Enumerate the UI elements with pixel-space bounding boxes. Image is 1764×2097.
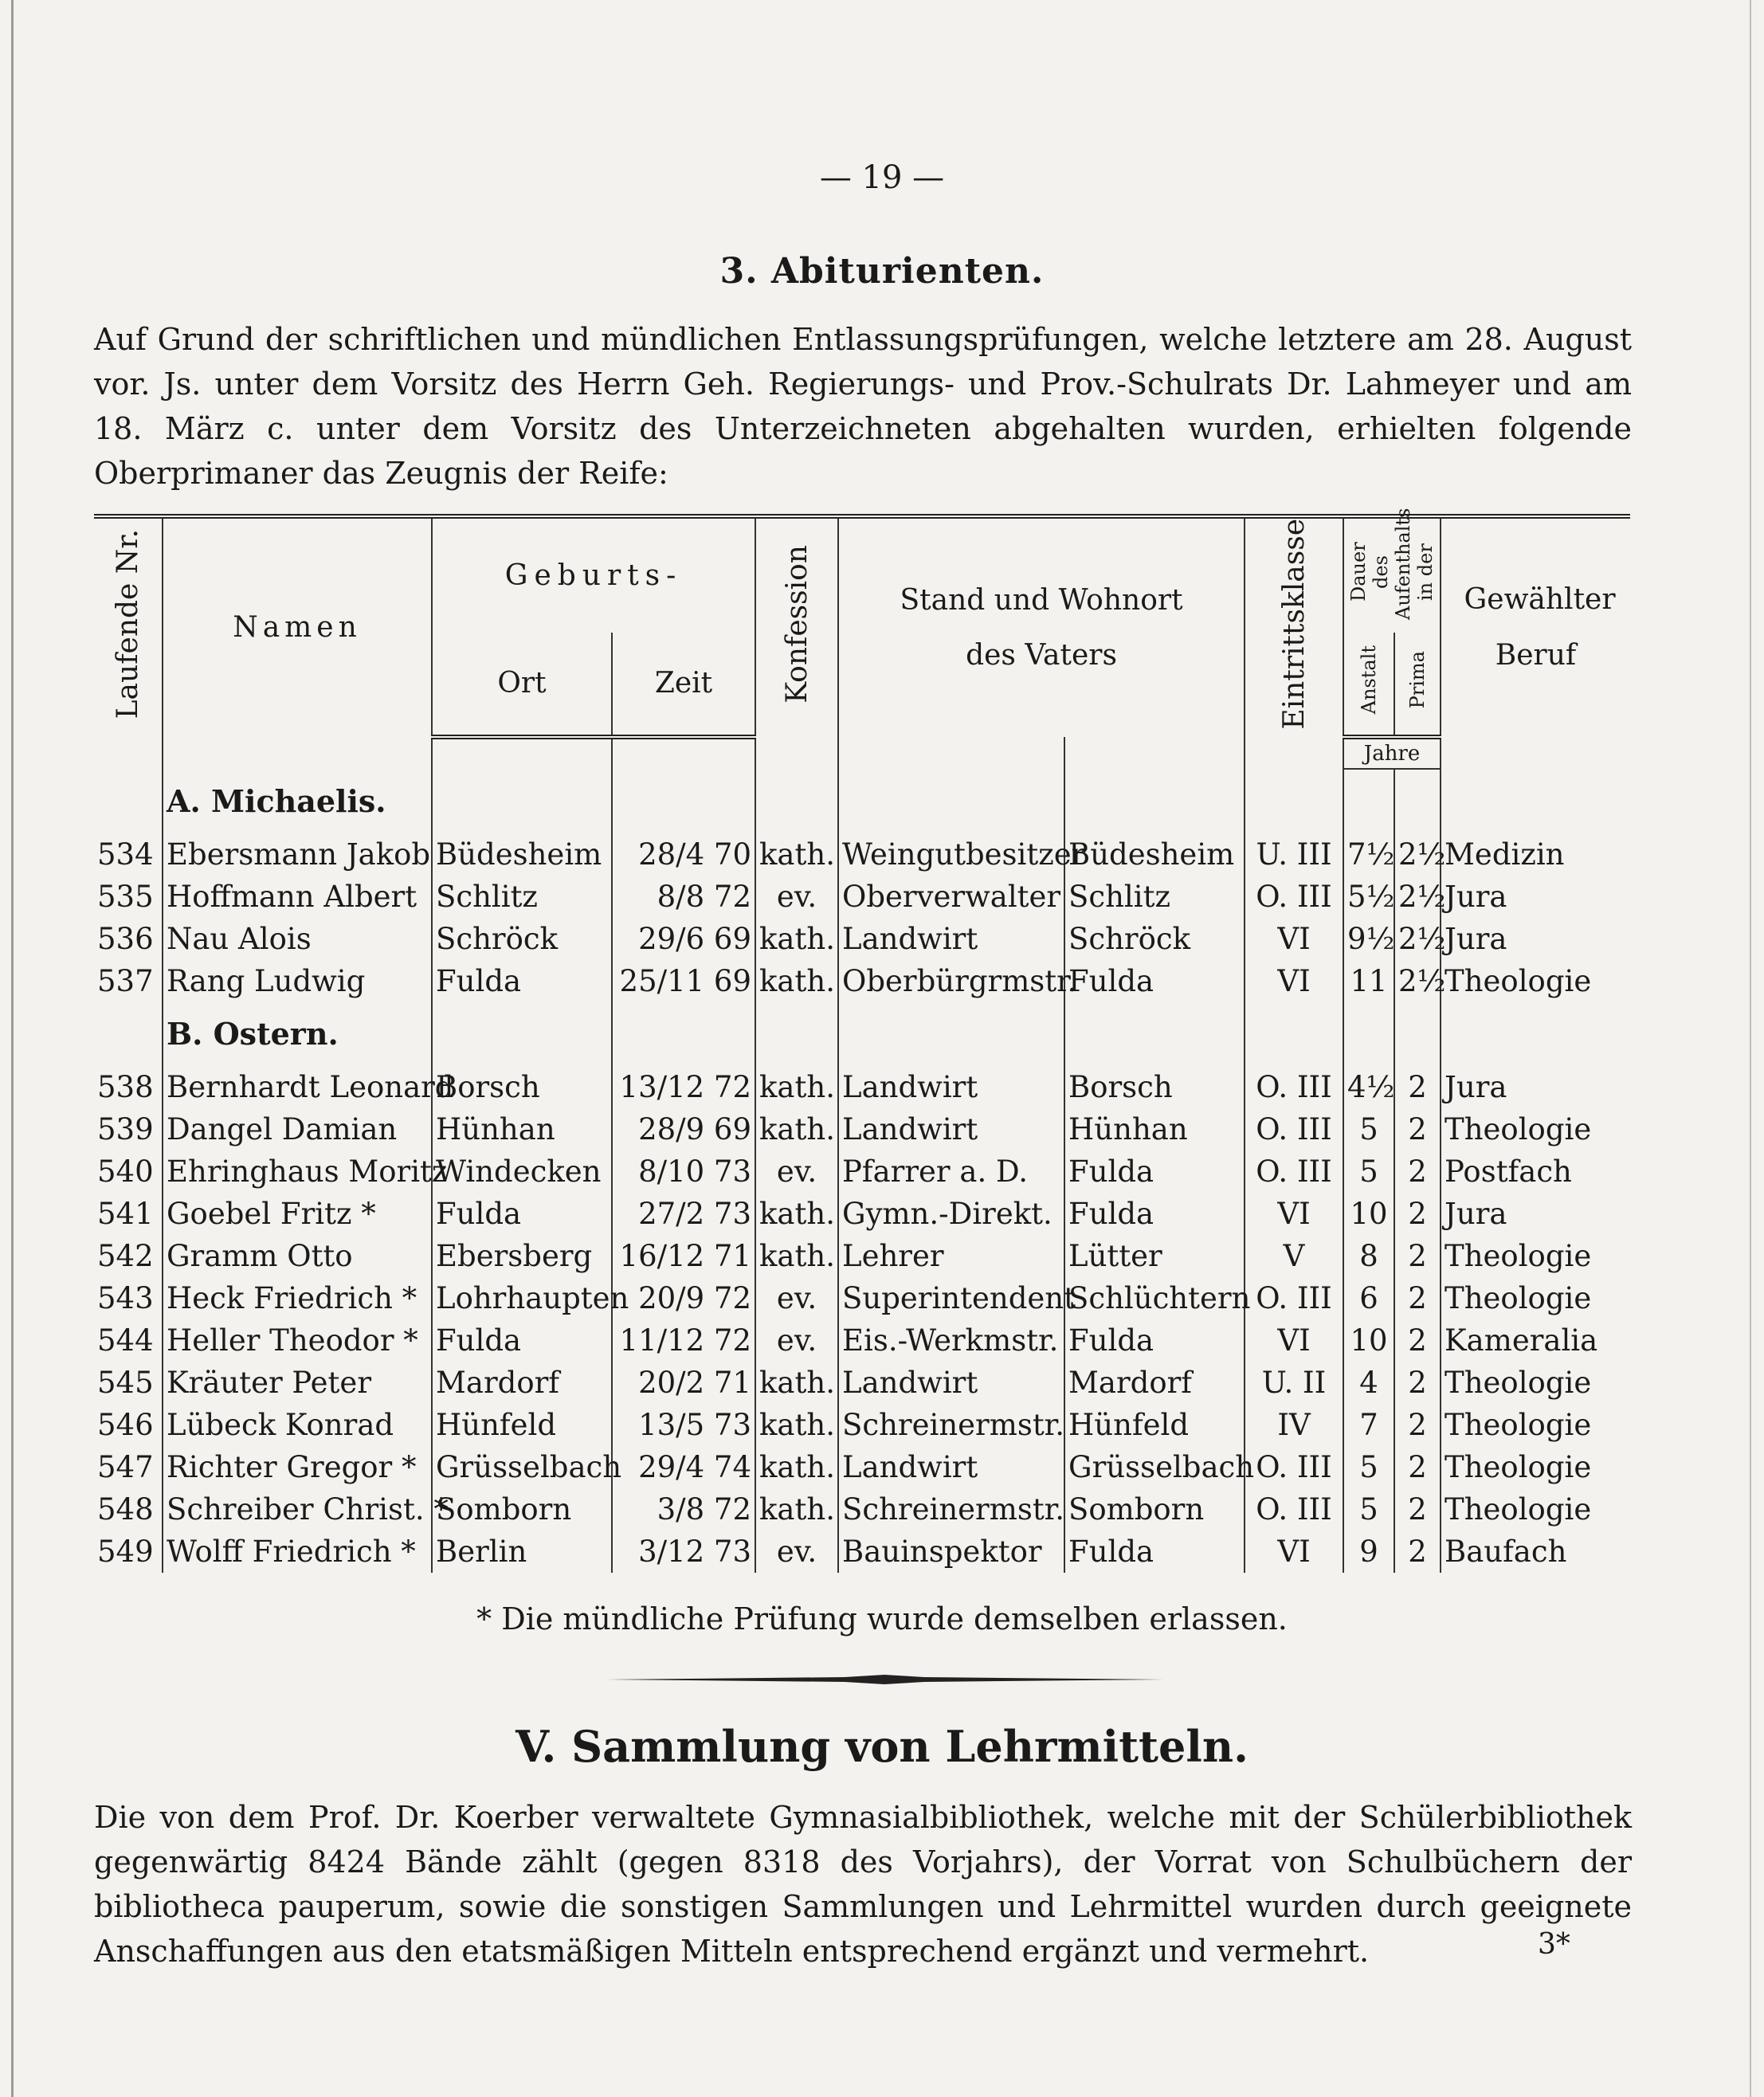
cell-prima: 2 bbox=[1394, 1150, 1441, 1193]
cell-anstalt: 5 bbox=[1343, 1150, 1394, 1193]
cell-anstalt: 4½ bbox=[1343, 1066, 1394, 1108]
header-geburt-label: Geburts- bbox=[504, 559, 683, 592]
table-row bbox=[94, 960, 1630, 1002]
cell-prima: 2 bbox=[1394, 1235, 1441, 1277]
cell-anstalt: 9 bbox=[1343, 1531, 1394, 1573]
cell-konf: ev. bbox=[755, 1319, 838, 1362]
cell-konf: ev. bbox=[755, 876, 838, 918]
cell-klasse: V bbox=[1245, 1235, 1343, 1277]
cell-name: Wolff Friedrich * bbox=[163, 1531, 432, 1573]
cell-anstalt: 5 bbox=[1343, 1488, 1394, 1531]
cell-nr: 540 bbox=[94, 1150, 163, 1193]
header-geburt bbox=[432, 516, 755, 633]
cell-klasse: O. III bbox=[1245, 876, 1343, 918]
cell-beruf: Jura bbox=[1441, 918, 1630, 960]
cell-konf: kath. bbox=[755, 918, 838, 960]
cell-anstalt: 4 bbox=[1343, 1362, 1394, 1404]
lehrmittel-paragraph: Die von dem Prof. Dr. Koerber verwaltete Gymnasialbibliothek, welche mit der Schülerbibliothek gegenwärtig 8424 Bände zählt (gegen 8318 des Vorjahrs), der Vorrat von Schulbüchern der bibliotheca pauperum, sowie die sonstigen Sammlungen und Lehrmittel wurden durch geeignete Anschaffungen aus den etatsmäßigen Mitteln entsprechend ergänzt und vermehrt. bbox=[94, 1800, 1632, 1969]
footnote: * Die mündliche Prüfung wurde demselben erlassen. bbox=[476, 1601, 1288, 1636]
abiturienten-table-wrap bbox=[94, 508, 1630, 1573]
cell-zeit: 27/2 73 bbox=[612, 1193, 755, 1235]
cell-konf: kath. bbox=[755, 1446, 838, 1488]
cell-wohn: Fulda bbox=[1064, 960, 1245, 1002]
group-empty-cell bbox=[1441, 769, 1630, 833]
cell-wohn: Fulda bbox=[1064, 1150, 1245, 1193]
table-row bbox=[94, 1319, 1630, 1362]
table-row bbox=[94, 1235, 1630, 1277]
cell-wohn: Fulda bbox=[1064, 1319, 1245, 1362]
cell-ort: Hünhan bbox=[432, 1108, 612, 1150]
cell-konf: ev. bbox=[755, 1150, 838, 1193]
cell-nr: 543 bbox=[94, 1277, 163, 1319]
cell-prima: 2 bbox=[1394, 1066, 1441, 1108]
cell-nr: 537 bbox=[94, 960, 163, 1002]
cell-name: Schreiber Christ. * bbox=[163, 1488, 432, 1531]
header-ort-label: Ort bbox=[497, 667, 547, 700]
group-empty-cell bbox=[1064, 1002, 1245, 1066]
cell-konf: kath. bbox=[755, 960, 838, 1002]
section-heading-abiturienten: 3. Abiturienten. bbox=[719, 251, 1045, 292]
cell-name: Goebel Fritz * bbox=[163, 1193, 432, 1235]
cell-klasse: O. III bbox=[1245, 1488, 1343, 1531]
cell-anstalt: 10 bbox=[1343, 1319, 1394, 1362]
cell-nr: 548 bbox=[94, 1488, 163, 1531]
cell-stand: Oberbürgrmstr. bbox=[838, 960, 1064, 1002]
cell-beruf: Baufach bbox=[1441, 1531, 1630, 1573]
table-row bbox=[94, 1277, 1630, 1319]
cell-nr: 547 bbox=[94, 1446, 163, 1488]
cell-name: Hoffmann Albert bbox=[163, 876, 432, 918]
cell-prima: 2½ bbox=[1394, 833, 1441, 876]
header-name-label: Namen bbox=[233, 611, 362, 645]
header-anstalt-label: Anstalt bbox=[1358, 645, 1381, 715]
cell-klasse: VI bbox=[1245, 1193, 1343, 1235]
cell-stand: Lehrer bbox=[838, 1235, 1064, 1277]
group-empty-cell bbox=[432, 769, 612, 833]
cell-konf: kath. bbox=[755, 1235, 838, 1277]
cell-zeit: 3/8 72 bbox=[612, 1488, 755, 1531]
group-empty-cell bbox=[755, 769, 838, 833]
cell-wohn: Schlitz bbox=[1064, 876, 1245, 918]
cell-anstalt: 9½ bbox=[1343, 918, 1394, 960]
cell-name: Lübeck Konrad bbox=[163, 1404, 432, 1446]
cell-konf: kath. bbox=[755, 1066, 838, 1108]
group-empty-cell bbox=[94, 769, 163, 833]
cell-stand: Landwirt bbox=[838, 918, 1064, 960]
cell-zeit: 13/12 72 bbox=[612, 1066, 755, 1108]
cell-anstalt: 6 bbox=[1343, 1277, 1394, 1319]
cell-wohn: Büdesheim bbox=[1064, 833, 1245, 876]
table-row bbox=[94, 1488, 1630, 1531]
table-row bbox=[94, 876, 1630, 918]
cell-konf: kath. bbox=[755, 1362, 838, 1404]
cell-prima: 2 bbox=[1394, 1108, 1441, 1150]
cell-zeit: 28/4 70 bbox=[612, 833, 755, 876]
group-row bbox=[94, 769, 1630, 833]
cell-beruf: Postfach bbox=[1441, 1150, 1630, 1193]
cell-stand: Weingutbesitzer bbox=[838, 833, 1064, 876]
table-row bbox=[94, 1066, 1630, 1108]
cell-anstalt: 7 bbox=[1343, 1404, 1394, 1446]
cell-stand: Landwirt bbox=[838, 1108, 1064, 1150]
cell-nr: 536 bbox=[94, 918, 163, 960]
cell-ort: Borsch bbox=[432, 1066, 612, 1108]
cell-ort: Somborn bbox=[432, 1488, 612, 1531]
table-row bbox=[94, 1108, 1630, 1150]
header-beruf-label: Gewählter Beruf bbox=[1464, 582, 1616, 672]
cell-prima: 2 bbox=[1394, 1362, 1441, 1404]
cell-stand: Superintendent bbox=[838, 1277, 1064, 1319]
cell-klasse: IV bbox=[1245, 1404, 1343, 1446]
cell-beruf: Theologie bbox=[1441, 1404, 1630, 1446]
group-empty-cell bbox=[838, 769, 1064, 833]
table-row bbox=[94, 918, 1630, 960]
cell-name: Ehringhaus Moritz bbox=[163, 1150, 432, 1193]
cell-prima: 2 bbox=[1394, 1193, 1441, 1235]
header-nr bbox=[94, 516, 163, 737]
cell-beruf: Theologie bbox=[1441, 1108, 1630, 1150]
cell-zeit: 29/6 69 bbox=[612, 918, 755, 960]
unit-jahre: Jahre bbox=[1343, 737, 1441, 769]
group-row bbox=[94, 1002, 1630, 1066]
cell-name: Bernhardt Leonard bbox=[163, 1066, 432, 1108]
cell-wohn: Mardorf bbox=[1064, 1362, 1245, 1404]
cell-anstalt: 5 bbox=[1343, 1108, 1394, 1150]
cell-stand: Bauinspektor bbox=[838, 1531, 1064, 1573]
cell-stand: Oberverwalter bbox=[838, 876, 1064, 918]
header-zeit bbox=[612, 633, 755, 737]
cell-ort: Hünfeld bbox=[432, 1404, 612, 1446]
cell-klasse: O. III bbox=[1245, 1446, 1343, 1488]
cell-name: Nau Alois bbox=[163, 918, 432, 960]
header-klasse-label: Eintrittsklasse bbox=[1277, 519, 1311, 730]
header-konfession-label: Konfession bbox=[780, 544, 813, 704]
header-anstalt bbox=[1343, 633, 1394, 737]
cell-klasse: O. III bbox=[1245, 1066, 1343, 1108]
cell-klasse: VI bbox=[1245, 1319, 1343, 1362]
group-empty-cell bbox=[1064, 769, 1245, 833]
cell-konf: kath. bbox=[755, 1488, 838, 1531]
cell-anstalt: 7½ bbox=[1343, 833, 1394, 876]
group-empty-cell bbox=[612, 769, 755, 833]
cell-stand: Eis.-Werkmstr. bbox=[838, 1319, 1064, 1362]
cell-ort: Fulda bbox=[432, 1319, 612, 1362]
cell-wohn: Hünfeld bbox=[1064, 1404, 1245, 1446]
table-row bbox=[94, 833, 1630, 876]
group-empty-cell bbox=[612, 1002, 755, 1066]
header-name bbox=[163, 516, 432, 737]
header-beruf bbox=[1441, 516, 1630, 737]
header-zeit-label: Zeit bbox=[654, 667, 713, 700]
cell-beruf: Kameralia bbox=[1441, 1319, 1630, 1362]
cell-ort: Fulda bbox=[432, 960, 612, 1002]
cell-zeit: 25/11 69 bbox=[612, 960, 755, 1002]
cell-prima: 2 bbox=[1394, 1277, 1441, 1319]
header-stand2-label: des Vaters bbox=[966, 638, 1117, 672]
cell-beruf: Theologie bbox=[1441, 1446, 1630, 1488]
group-empty-cell bbox=[432, 1002, 612, 1066]
cell-wohn: Lütter bbox=[1064, 1235, 1245, 1277]
cell-wohn: Borsch bbox=[1064, 1066, 1245, 1108]
group-empty-cell bbox=[1441, 1002, 1630, 1066]
cell-klasse: O. III bbox=[1245, 1108, 1343, 1150]
cell-nr: 538 bbox=[94, 1066, 163, 1108]
group-empty-cell bbox=[94, 1002, 163, 1066]
cell-name: Dangel Damian bbox=[163, 1108, 432, 1150]
group-empty-cell bbox=[1343, 769, 1394, 833]
cell-klasse: U. III bbox=[1245, 833, 1343, 876]
table-row bbox=[94, 1193, 1630, 1235]
cell-klasse: VI bbox=[1245, 1531, 1343, 1573]
cell-konf: kath. bbox=[755, 1108, 838, 1150]
cell-beruf: Jura bbox=[1441, 1066, 1630, 1108]
cell-name: Heller Theodor * bbox=[163, 1319, 432, 1362]
cell-nr: 542 bbox=[94, 1235, 163, 1277]
cell-name: Rang Ludwig bbox=[163, 960, 432, 1002]
table-row bbox=[94, 1404, 1630, 1446]
cell-konf: ev. bbox=[755, 1277, 838, 1319]
cell-wohn: Schröck bbox=[1064, 918, 1245, 960]
group-empty-cell bbox=[1394, 769, 1441, 833]
cell-zeit: 8/10 73 bbox=[612, 1150, 755, 1193]
group-empty-cell bbox=[1245, 1002, 1343, 1066]
table-row bbox=[94, 1362, 1630, 1404]
cell-klasse: U. II bbox=[1245, 1362, 1343, 1404]
cell-zeit: 13/5 73 bbox=[612, 1404, 755, 1446]
cell-wohn: Schlüchtern bbox=[1064, 1277, 1245, 1319]
cell-zeit: 28/9 69 bbox=[612, 1108, 755, 1150]
cell-name: Kräuter Peter bbox=[163, 1362, 432, 1404]
cell-prima: 2 bbox=[1394, 1446, 1441, 1488]
cell-zeit: 20/2 71 bbox=[612, 1362, 755, 1404]
binding-edge bbox=[11, 0, 14, 2097]
cell-wohn: Fulda bbox=[1064, 1531, 1245, 1573]
cell-beruf: Theologie bbox=[1441, 960, 1630, 1002]
cell-ort: Mardorf bbox=[432, 1362, 612, 1404]
table-row bbox=[94, 1531, 1630, 1573]
group-empty-cell bbox=[755, 1002, 838, 1066]
cell-nr: 535 bbox=[94, 876, 163, 918]
cell-nr: 545 bbox=[94, 1362, 163, 1404]
cell-stand: Pfarrer a. D. bbox=[838, 1150, 1064, 1193]
cell-nr: 541 bbox=[94, 1193, 163, 1235]
page-number: — 19 — bbox=[819, 159, 945, 196]
cell-zeit: 16/12 71 bbox=[612, 1235, 755, 1277]
cell-ort: Ebersberg bbox=[432, 1235, 612, 1277]
cell-zeit: 3/12 73 bbox=[612, 1531, 755, 1573]
cell-stand: Schreinermstr. bbox=[838, 1488, 1064, 1531]
header-prima bbox=[1394, 633, 1441, 737]
cell-beruf: Theologie bbox=[1441, 1235, 1630, 1277]
table-body bbox=[94, 737, 1630, 1573]
cell-stand: Landwirt bbox=[838, 1066, 1064, 1108]
cell-ort: Fulda bbox=[432, 1193, 612, 1235]
cell-anstalt: 5½ bbox=[1343, 876, 1394, 918]
cell-prima: 2½ bbox=[1394, 876, 1441, 918]
cell-beruf: Jura bbox=[1441, 876, 1630, 918]
cell-ort: Lohrhaupten bbox=[432, 1277, 612, 1319]
cell-prima: 2 bbox=[1394, 1531, 1441, 1573]
page-edge bbox=[1750, 0, 1751, 2097]
group-label: A. Michaelis. bbox=[163, 769, 432, 833]
cell-zeit: 29/4 74 bbox=[612, 1446, 755, 1488]
abiturienten-table bbox=[94, 508, 1630, 1573]
header-klasse bbox=[1245, 516, 1343, 737]
cell-stand: Landwirt bbox=[838, 1362, 1064, 1404]
cell-anstalt: 8 bbox=[1343, 1235, 1394, 1277]
table-row bbox=[94, 1446, 1630, 1488]
table-row bbox=[94, 1150, 1630, 1193]
cell-nr: 546 bbox=[94, 1404, 163, 1446]
intro-paragraph: Auf Grund der schriftlichen und mündlichen Entlassungsprüfungen, welche letztere am 28. August vor. Js. unter dem Vorsitz des Herrn Geh. Regierungs- und Prov.-Schulrats Dr. Lahmeyer und am 18. März c. unter dem Vorsitz des Unterzeichneten abgehalten wurden, erhielten folgende Oberprimaner das Zeugnis der Reife: bbox=[94, 322, 1632, 491]
section-divider bbox=[606, 1675, 1163, 1684]
cell-wohn: Somborn bbox=[1064, 1488, 1245, 1531]
cell-zeit: 11/12 72 bbox=[612, 1319, 755, 1362]
signature-mark: 3* bbox=[1538, 1928, 1570, 1961]
header-nr-label: Laufende Nr. bbox=[112, 529, 144, 719]
header-dauer-label: Dauer des Aufenthalts in der bbox=[1347, 508, 1437, 620]
cell-nr: 549 bbox=[94, 1531, 163, 1573]
header-dauer bbox=[1343, 508, 1441, 633]
cell-klasse: VI bbox=[1245, 960, 1343, 1002]
unit-row bbox=[94, 737, 1630, 769]
cell-beruf: Theologie bbox=[1441, 1277, 1630, 1319]
section-heading-lehrmittel: V. Sammlung von Lehrmitteln. bbox=[515, 1721, 1249, 1772]
cell-anstalt: 11 bbox=[1343, 960, 1394, 1002]
cell-nr: 539 bbox=[94, 1108, 163, 1150]
group-label: B. Ostern. bbox=[163, 1002, 432, 1066]
cell-ort: Büdesheim bbox=[432, 833, 612, 876]
cell-beruf: Theologie bbox=[1441, 1362, 1630, 1404]
cell-name: Gramm Otto bbox=[163, 1235, 432, 1277]
cell-anstalt: 10 bbox=[1343, 1193, 1394, 1235]
cell-ort: Schröck bbox=[432, 918, 612, 960]
cell-wohn: Hünhan bbox=[1064, 1108, 1245, 1150]
cell-beruf: Theologie bbox=[1441, 1488, 1630, 1531]
cell-konf: kath. bbox=[755, 1193, 838, 1235]
cell-prima: 2 bbox=[1394, 1404, 1441, 1446]
group-empty-cell bbox=[1394, 1002, 1441, 1066]
cell-ort: Schlitz bbox=[432, 876, 612, 918]
cell-prima: 2 bbox=[1394, 1319, 1441, 1362]
cell-klasse: O. III bbox=[1245, 1277, 1343, 1319]
cell-wohn: Fulda bbox=[1064, 1193, 1245, 1235]
cell-stand: Gymn.-Direkt. bbox=[838, 1193, 1064, 1235]
cell-prima: 2 bbox=[1394, 1488, 1441, 1531]
cell-klasse: O. III bbox=[1245, 1150, 1343, 1193]
header-ort bbox=[432, 633, 612, 737]
cell-ort: Berlin bbox=[432, 1531, 612, 1573]
cell-prima: 2½ bbox=[1394, 960, 1441, 1002]
cell-name: Heck Friedrich * bbox=[163, 1277, 432, 1319]
header-stand bbox=[838, 516, 1245, 737]
group-empty-cell bbox=[838, 1002, 1064, 1066]
cell-konf: ev. bbox=[755, 1531, 838, 1573]
header-stand-label: Stand und Wohnort bbox=[900, 583, 1183, 617]
cell-anstalt: 5 bbox=[1343, 1446, 1394, 1488]
header-konfession bbox=[755, 516, 838, 737]
group-empty-cell bbox=[1245, 769, 1343, 833]
cell-konf: kath. bbox=[755, 1404, 838, 1446]
cell-prima: 2½ bbox=[1394, 918, 1441, 960]
cell-klasse: VI bbox=[1245, 918, 1343, 960]
cell-ort: Grüsselbach bbox=[432, 1446, 612, 1488]
group-empty-cell bbox=[1343, 1002, 1394, 1066]
cell-konf: kath. bbox=[755, 833, 838, 876]
cell-zeit: 20/9 72 bbox=[612, 1277, 755, 1319]
cell-beruf: Jura bbox=[1441, 1193, 1630, 1235]
cell-name: Ebersmann Jakob bbox=[163, 833, 432, 876]
cell-stand: Schreinermstr. bbox=[838, 1404, 1064, 1446]
cell-nr: 544 bbox=[94, 1319, 163, 1362]
cell-ort: Windecken bbox=[432, 1150, 612, 1193]
cell-name: Richter Gregor * bbox=[163, 1446, 432, 1488]
cell-beruf: Medizin bbox=[1441, 833, 1630, 876]
cell-nr: 534 bbox=[94, 833, 163, 876]
cell-wohn: Grüsselbach bbox=[1064, 1446, 1245, 1488]
cell-stand: Landwirt bbox=[838, 1446, 1064, 1488]
header-prima-label: Prima bbox=[1406, 650, 1429, 709]
cell-zeit: 8/8 72 bbox=[612, 876, 755, 918]
